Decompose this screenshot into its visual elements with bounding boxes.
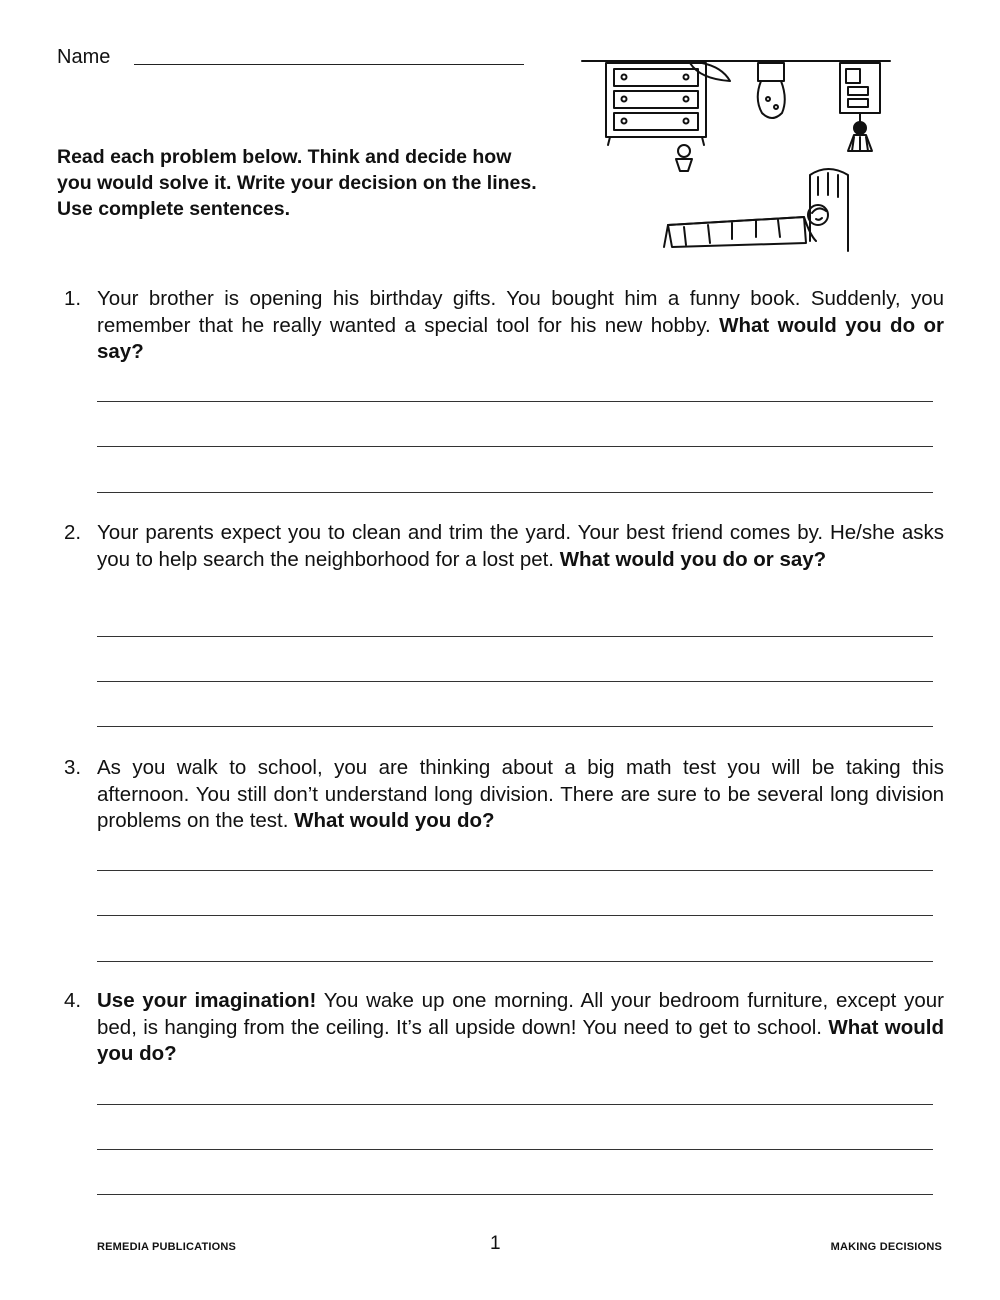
answer-line[interactable] xyxy=(97,1149,933,1150)
problem-number: 2. xyxy=(64,521,82,544)
name-answer-line[interactable] xyxy=(134,64,524,65)
name-row xyxy=(57,44,527,74)
answer-line[interactable] xyxy=(97,961,933,962)
footer-page-number: 1 xyxy=(490,1233,501,1254)
name-label: Name xyxy=(57,46,111,68)
problem-text xyxy=(64,520,944,573)
footer-series-title: MAKING DECISIONS xyxy=(830,1241,942,1253)
backpack-drawing xyxy=(758,63,785,118)
problem-body: You wake up one morning. All your bedroom furniture, except your bed, is hanging from the ceiling. It’s all upside down! You need to get to school. xyxy=(97,989,944,1039)
problem-4 xyxy=(64,988,944,1068)
problem-body: Your parents expect you to clean and trim the yard. Your best friend comes by. He/she asks you to help search the neighborhood for a lost pet. xyxy=(97,521,944,571)
problem-text xyxy=(64,755,944,835)
bedroom-illustration xyxy=(578,55,898,255)
problem-question: What would you do or say? xyxy=(97,313,944,363)
dresser-drawing xyxy=(606,63,730,171)
answer-line[interactable] xyxy=(97,681,933,682)
problem-body: As you walk to school, you are thinking about a big math test you will be taking this afternoon. You still don’t understand long division. There are sure to be several long division problems on the test. xyxy=(97,756,944,832)
answer-line[interactable] xyxy=(97,870,933,871)
problem-text xyxy=(64,988,944,1068)
problem-question: What would you do? xyxy=(97,1015,944,1065)
problem-question: What would you do? xyxy=(294,809,495,832)
problem-emphasis: Use your imagination! xyxy=(97,989,317,1012)
nightstand-drawing xyxy=(840,63,880,151)
problem-3 xyxy=(64,755,944,835)
problem-body: Your brother is opening his birthday gifts. You bought him a funny book. Suddenly, you remember that he really wanted a special tool for his new hobby. xyxy=(97,287,944,337)
answer-line[interactable] xyxy=(97,915,933,916)
footer-publisher: REMEDIA PUBLICATIONS xyxy=(97,1241,237,1253)
problem-number: 3. xyxy=(64,756,82,779)
problem-number: 1. xyxy=(64,287,82,310)
problem-text xyxy=(64,286,944,366)
answer-line[interactable] xyxy=(97,1194,933,1195)
bed-drawing xyxy=(664,169,848,251)
answer-line[interactable] xyxy=(97,492,933,493)
answer-line[interactable] xyxy=(97,726,933,727)
problem-1 xyxy=(64,286,944,366)
answer-line[interactable] xyxy=(97,401,933,402)
problem-number: 4. xyxy=(64,989,82,1012)
answer-line[interactable] xyxy=(97,446,933,447)
answer-line[interactable] xyxy=(97,636,933,637)
problem-question: What would you do or say? xyxy=(559,547,827,571)
problem-2 xyxy=(64,520,944,573)
instructions: Read each problem below. Think and decide how you would solve it. Write your decision on the lines. Use complete sentences. xyxy=(57,146,537,220)
answer-line[interactable] xyxy=(97,1104,933,1105)
